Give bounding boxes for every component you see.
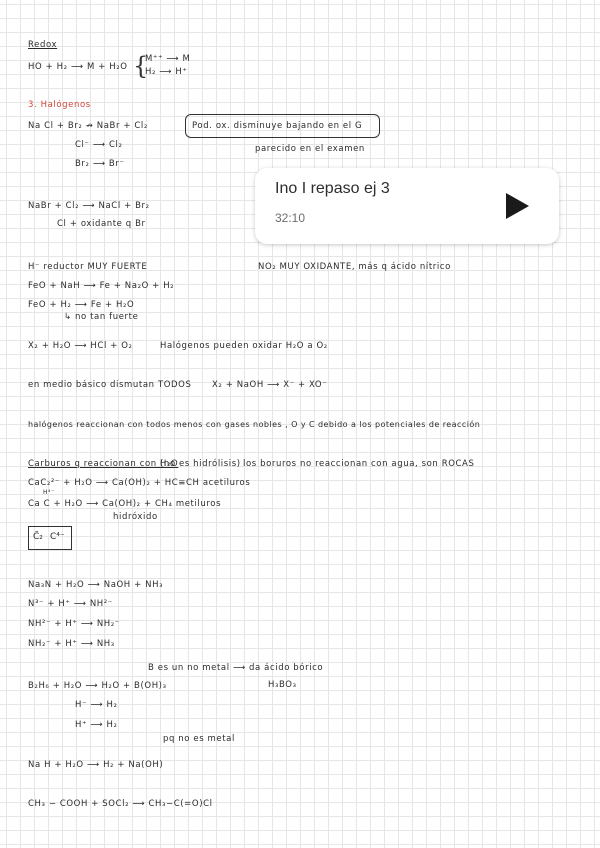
feo-eq-1: FeO + NaH ⟶ Fe + Na₂O + H₂ [28, 281, 175, 291]
not-metal-note: pq no es metal [163, 734, 235, 744]
x2-water-note: Halógenos pueden oxidar H₂O a O₂ [160, 341, 328, 351]
hydride-reducer: H⁻ reductor MUY FUERTE [28, 262, 148, 272]
play-button[interactable] [502, 190, 532, 222]
hydroxide-label: hidróxido [113, 512, 158, 522]
boron-note: B es un no metal ⟶ da ácido bórico [148, 663, 324, 673]
halogen-eq-3: Br₂ ⟶ Br⁻ [75, 159, 125, 169]
feo-note: ↳ no tan fuerte [64, 312, 139, 322]
carbide-ion-2: C⁴⁻ [50, 532, 65, 542]
audio-title: Ino I repaso ej 3 [275, 180, 390, 197]
halogen-eq-4: NaBr + Cl₂ ⟶ NaCl + Br₂ [28, 201, 150, 211]
redox-equation: HO + H₂ ⟶ M + H₂O [28, 62, 128, 72]
acyl-chloride-eq: CH₃ − COOH + SOCl₂ ⟶ CH₃−C(=O)Cl [28, 799, 213, 809]
boxed-note-text: Pod. ox. disminuye bajando en el G [192, 121, 363, 131]
carbide-superscript: H⁴⁻ [43, 489, 55, 496]
boric-acid: H₃BO₃ [268, 680, 297, 690]
borides-note: los boruros no reaccionan con agua, son ROCAS [243, 459, 475, 469]
carbide-ions-box [28, 526, 72, 550]
carbide-eq-1: CaC₂²⁻ + H₂O ⟶ Ca(OH)₂ + HC≡CH acetiluros [28, 478, 251, 488]
feo-eq-2: FeO + H₂ ⟶ Fe + H₂O [28, 300, 135, 310]
basic-medium-note: en medio básico dismutan TODOS [28, 380, 192, 390]
halogen-eq-5: Cl + oxidante q Br [57, 219, 146, 229]
basic-medium-eq: X₂ + NaOH ⟶ X⁻ + XO⁻ [212, 380, 328, 390]
brace: { [133, 52, 149, 80]
borane-h-2: H⁺ ⟶ H₂ [75, 720, 118, 730]
nitride-eq-2: N³⁻ + H⁺ ⟶ NH²⁻ [28, 599, 113, 609]
audio-player-card[interactable] [255, 168, 559, 244]
redox-branch-2: H₂ ⟶ H⁺ [145, 67, 188, 77]
no2-note: NO₂ MUY OXIDANTE, más q ácido nítrico [258, 262, 451, 272]
sodium-hydride-eq: Na H + H₂O ⟶ H₂ + Na(OH) [28, 760, 164, 770]
nitride-eq-3: NH²⁻ + H⁺ ⟶ NH₂⁻ [28, 619, 120, 629]
halogen-react-line: halógenos reaccionan con todos menos con gases nobles , O y C debido a los potenciales de reacción [28, 420, 481, 429]
x2-water-eq: X₂ + H₂O ⟶ HCl + O₂ [28, 341, 133, 351]
halogen-eq-1: Na Cl + Br₂ ↛ NaBr + Cl₂ [28, 121, 148, 131]
redox-branch-1: M⁺⁺ ⟶ M [145, 54, 191, 64]
carbide-ion-1: C̄₂ [33, 532, 43, 542]
audio-duration: 32:10 [275, 211, 306, 225]
nitride-eq-1: Na₃N + H₂O ⟶ NaOH + NH₃ [28, 580, 164, 590]
carbides-title: Carburos q reaccionan con H₂O [28, 459, 179, 469]
halogen-eq-2: Cl⁻ ⟶ Cl₂ [75, 140, 123, 150]
borane-eq: B₂H₆ + H₂O ⟶ H₂O + B(OH)₃ [28, 681, 167, 691]
carbides-paren: (no es hidrólisis) [160, 459, 241, 469]
exam-note: parecido en el examen [255, 144, 365, 154]
carbide-eq-2: Ca C + H₂O ⟶ Ca(OH)₂ + CH₄ metiluros [28, 499, 222, 509]
redox-title: Redox [28, 40, 58, 50]
play-icon [502, 190, 532, 222]
borane-h-1: H⁻ ⟶ H₂ [75, 700, 118, 710]
nitride-eq-4: NH₂⁻ + H⁺ ⟶ NH₃ [28, 639, 115, 649]
halogens-title: 3. Halógenos [28, 100, 91, 110]
